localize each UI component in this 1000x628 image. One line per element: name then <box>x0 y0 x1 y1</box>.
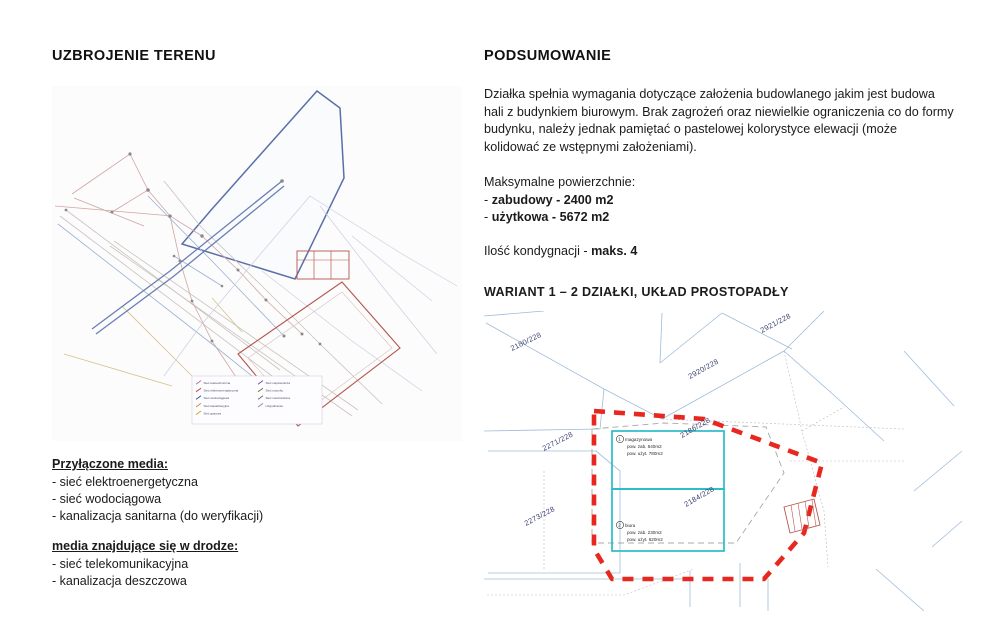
legend-label: Sieć ciepłownicza <box>265 381 290 385</box>
max-area-value: użytkowa - 5672 m2 <box>491 210 610 224</box>
media-road-item: - kanalizacja deszczowa <box>52 574 187 588</box>
page-title-uzbrojenie: UZBROJENIE TERENU <box>52 48 216 64</box>
storeys-label: Ilość kondygnacji - <box>484 243 592 258</box>
left-column <box>52 48 462 590</box>
parcel-id-label: 2921/228 <box>758 310 793 335</box>
legend-label: Sieć wodociągowa <box>203 396 230 401</box>
legend-label: Sieć kanalizacyjna <box>203 403 229 408</box>
max-area-value: zabudowy - 2400 m2 <box>491 192 614 207</box>
media-road-item: - sieć telekomunikacyjna <box>52 557 189 571</box>
legend-label: Sieć gazowa <box>203 411 222 416</box>
summary-paragraph: Działka spełnia wymagania dotyczące założenia budowlanego jakim jest budowa hali z budynkiem biurowym. Brak zagrożeń oraz niewielkie ograniczenia co do formy budynku, należy jednak pamiętać o pastelowej kolorystyce elewacji (może kolidować ze wstępnymi założeniami). <box>484 87 954 154</box>
right-column <box>484 48 964 611</box>
media-connected-item: - kanalizacja sanitarna (do weryfikacji) <box>52 509 264 523</box>
variant-plot-map <box>484 311 964 611</box>
parcel-id-label: 2186/228 <box>678 414 712 440</box>
building-1-built: pow. zab. 840m2 <box>627 443 662 449</box>
max-area-item <box>484 192 964 210</box>
media-connected-item: - sieć elektroenergetyczna <box>52 475 198 489</box>
media-connected-block <box>52 457 462 525</box>
legend-label: Sieć teletechniczna <box>203 381 231 385</box>
max-area-bullet: - <box>484 210 492 224</box>
legend-label: Sieć elektroenergetyczna <box>203 388 239 393</box>
legend-label: Sieć rysunku <box>265 388 284 393</box>
media-connected-item: - sieć wodociągowa <box>52 492 162 506</box>
building-1-usable: pow. użyt. 780m2 <box>627 450 663 456</box>
media-road-list <box>52 556 462 590</box>
utility-network-map <box>52 86 462 441</box>
max-area-bullet: - <box>484 192 492 207</box>
building-2-built: pow. zab. 230m2 <box>627 529 662 535</box>
building-2-name: biura <box>625 522 636 528</box>
building-1-name: magazynowa <box>625 436 653 442</box>
utility-map-svg <box>52 86 462 441</box>
building-2-usable: pow. użyt. 620m2 <box>627 536 663 542</box>
media-road-heading: media znajdujące się w drodze: <box>52 539 239 553</box>
legend-label: Uzgodnienia <box>265 403 283 408</box>
parcel-id-label: 2184/228 <box>682 483 716 509</box>
storeys-value: maks. 4 <box>591 243 638 258</box>
storeys-line <box>484 244 964 258</box>
max-areas-list <box>484 192 964 227</box>
plot-map-svg <box>484 311 964 611</box>
parcel-id-label: 2271/228 <box>540 429 575 453</box>
variant-title: WARIANT 1 – 2 DZIAŁKI, UKŁAD PROSTOPADŁY <box>484 284 789 299</box>
building-2-marker: 2 <box>618 522 621 528</box>
page-title-podsumowanie: PODSUMOWANIE <box>484 48 612 64</box>
media-connected-list <box>52 474 462 525</box>
max-areas-label: Maksymalne powierzchnie: <box>484 175 636 189</box>
spacer <box>52 525 462 539</box>
building-1-marker: 1 <box>618 436 621 442</box>
media-road-block <box>52 539 462 590</box>
media-connected-heading: Przyłączone media: <box>52 457 169 471</box>
parcel-id-label: 2273/228 <box>522 503 557 528</box>
max-area-item <box>484 209 964 227</box>
map-legend <box>192 376 322 424</box>
legend-label: Sieć nieokreślona <box>265 396 290 401</box>
parcel-id-label: 2920/228 <box>686 356 721 381</box>
parcel-id-label: 2180/228 <box>508 329 543 353</box>
